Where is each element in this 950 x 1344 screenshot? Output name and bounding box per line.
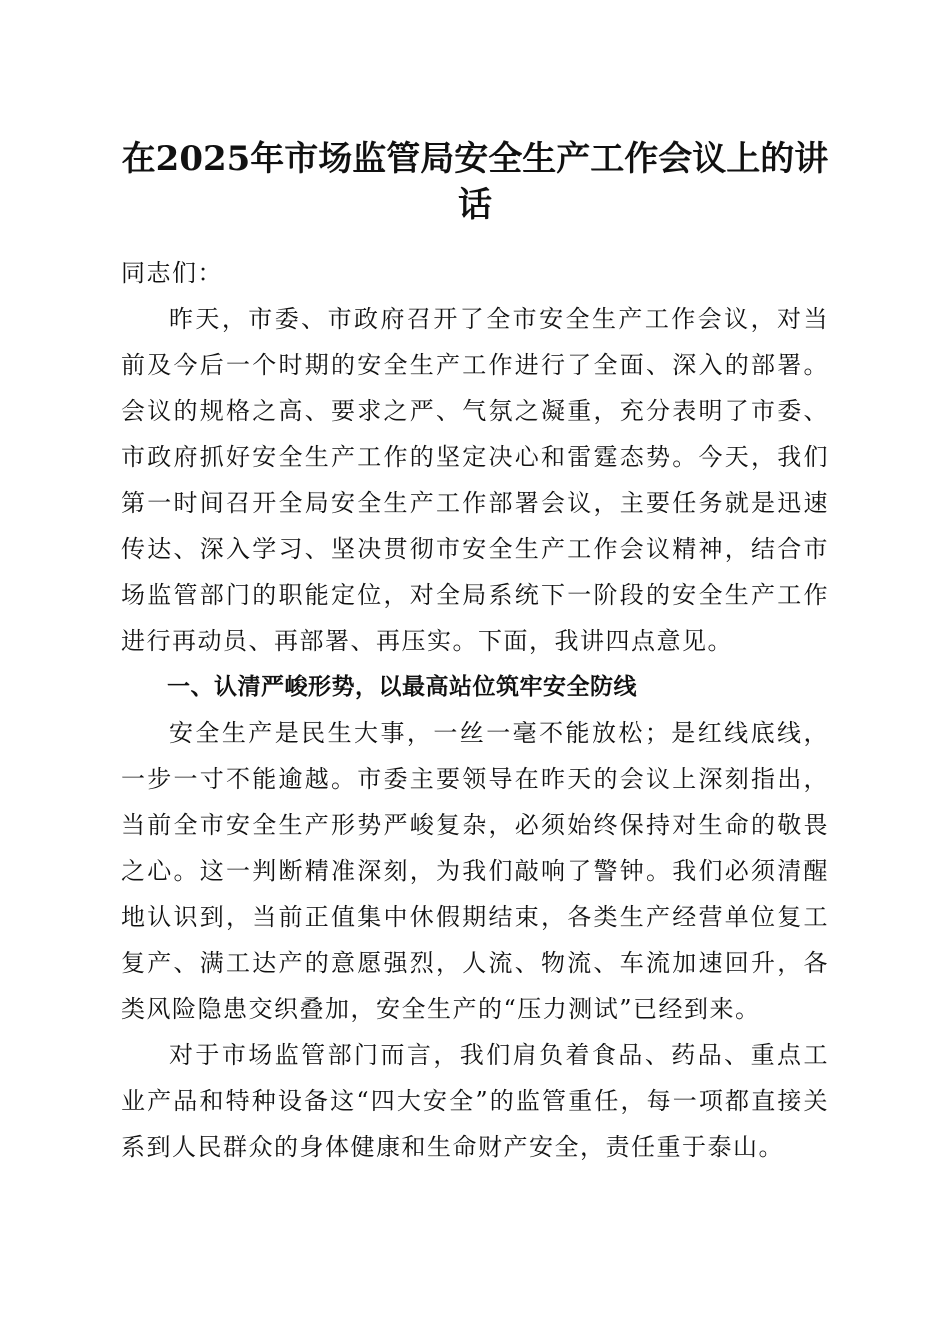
document-body xyxy=(121,250,829,1170)
section-paragraph: 对于市场监管部门而言，我们肩负着食品、药品、重点工业产品和特种设备这“四大安全”的监管重任，每一项都直接关系到人民群众的身体健康和生命财产安全，责任重于泰山。 xyxy=(121,1041,829,1161)
section-paragraph: 安全生产是民生大事，一丝一毫不能放松；是红线底线，一步一寸不能逾越。市委主要领导在昨天的会议上深刻指出，当前全市安全生产形势严峻复杂，必须始终保持对生命的敬畏之心。这一判断精准深刻，为我们敲响了警钟。我们必须清醒地认识到，当前正值集中休假期结束，各类生产经营单位复工复产、满工达产的意愿强烈，人流、物流、车流加速回升，各类风险隐患交织叠加，安全生产的“压力测试”已经到来。 xyxy=(121,719,829,1023)
intro-paragraph: 昨天，市委、市政府召开了全市安全生产工作会议，对当前及今后一个时期的安全生产工作进行了全面、深入的部署。会议的规格之高、要求之严、气氛之凝重，充分表明了市委、市政府抓好安全生产工作的坚定决心和雷霆态势。今天，我们第一时间召开全局安全生产工作部署会议，主要任务就是迅速传达、深入学习、坚决贯彻市安全生产工作会议精神，结合市场监管部门的职能定位，对全局系统下一阶段的安全生产工作进行再动员、再部署、再压实。下面，我讲四点意见。 xyxy=(121,305,829,655)
document-title: 在2025年市场监管局安全生产工作会议上的讲话 xyxy=(121,139,829,225)
section-heading: 一、认清严峻形势，以最高站位筑牢安全防线 xyxy=(167,674,637,700)
salutation: 同志们： xyxy=(121,259,223,287)
